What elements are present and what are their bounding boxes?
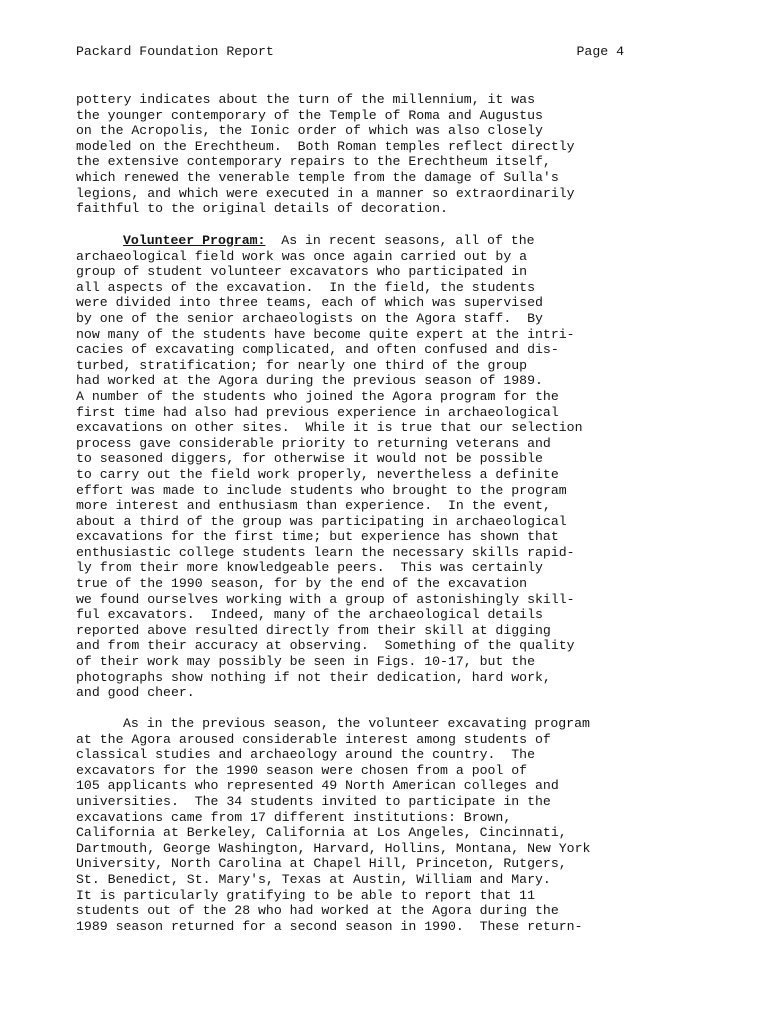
text-line: and from their accuracy at observing. Something of the quality: [76, 638, 575, 654]
report-title: Packard Foundation Report: [76, 44, 274, 59]
text-line: on the Acropolis, the Ionic order of which was also closely: [76, 123, 543, 139]
text-line: excavators for the 1990 season were chosen from a pool of: [76, 762, 528, 778]
text-line: process gave considerable priority to returning veterans and: [76, 435, 551, 451]
text-line: classical studies and archaeology around the country. The: [76, 747, 535, 763]
section-heading: Volunteer Program:: [123, 233, 266, 248]
text-line: 1989 season returned for a second season in 1990. These return-: [76, 918, 583, 934]
text-segment: As in recent seasons, all of the: [265, 233, 535, 248]
paragraph-temple: [76, 92, 716, 217]
text-line: group of student volunteer excavators who participated in: [76, 264, 528, 280]
text-line: and good cheer.: [76, 685, 195, 701]
text-line: true of the 1990 season, for by the end of the excavation: [76, 576, 528, 592]
text-line: at the Agora aroused considerable interest among students of: [76, 731, 551, 747]
text-line: archaeological field work was once again carried out by a: [76, 248, 528, 264]
text-line: all aspects of the excavation. In the field, the students: [76, 279, 535, 295]
text-line: more interest and enthusiasm than experience. In the event,: [76, 498, 551, 514]
paragraph-volunteer-program: [76, 233, 716, 701]
text-line: first time had also had previous experience in archaeological: [76, 404, 559, 420]
text-line: [76, 716, 716, 732]
text-line: A number of the students who joined the Agora program for the: [76, 388, 559, 404]
page-number: Page 4: [576, 44, 624, 59]
text-line: [76, 233, 716, 249]
text-line: excavations came from 17 different institutions: Brown,: [76, 809, 512, 825]
text-line: ly from their more knowledgeable peers. This was certainly: [76, 560, 543, 576]
text-line: reported above resulted directly from their skill at digging: [76, 622, 551, 638]
paragraph-applicants: [76, 716, 716, 934]
text-line: University, North Carolina at Chapel Hill, Princeton, Rutgers,: [76, 856, 567, 872]
text-line: to seasoned diggers, for otherwise it would not be possible: [76, 451, 543, 467]
text-line: had worked at the Agora during the previous season of 1989.: [76, 373, 543, 389]
text-line: pottery indicates about the turn of the millennium, it was: [76, 92, 535, 107]
text-line: St. Benedict, St. Mary's, Texas at Austin, William and Mary.: [76, 871, 551, 887]
text-line: cacies of excavating complicated, and often confused and dis-: [76, 342, 559, 358]
text-line: by one of the senior archaeologists on the Agora staff. By: [76, 310, 543, 326]
text-line: which renewed the venerable temple from the damage of Sulla's: [76, 169, 559, 185]
text-line: the younger contemporary of the Temple of Roma and Augustus: [76, 107, 543, 123]
text-line: to carry out the field work properly, nevertheless a definite: [76, 466, 559, 482]
text-line: universities. The 34 students invited to participate in the: [76, 793, 551, 809]
text-line: were divided into three teams, each of which was supervised: [76, 295, 543, 311]
text-line: the extensive contemporary repairs to the Erechtheum itself,: [76, 154, 551, 170]
text-line: ful excavators. Indeed, many of the archaeological details: [76, 607, 543, 623]
text-segment: As in the previous season, the volunteer excavating program: [123, 716, 590, 731]
text-line: 105 applicants who represented 49 North American colleges and: [76, 778, 559, 794]
text-line: modeled on the Erechtheum. Both Roman temples reflect directly: [76, 138, 575, 154]
text-line: It is particularly gratifying to be able to report that 11: [76, 887, 535, 903]
text-line: excavations on other sites. While it is true that our selection: [76, 420, 583, 436]
text-line: turbed, stratification; for nearly one third of the group: [76, 357, 528, 373]
text-line: faithful to the original details of decoration.: [76, 201, 448, 217]
text-line: now many of the students have become quite expert at the intri-: [76, 326, 575, 342]
text-line: we found ourselves working with a group of astonishingly skill-: [76, 591, 575, 607]
text-line: Dartmouth, George Washington, Harvard, Hollins, Montana, New York: [76, 840, 591, 856]
text-line: excavations for the first time; but experience has shown that: [76, 529, 559, 545]
text-line: students out of the 28 who had worked at the Agora during the: [76, 903, 559, 919]
text-line: of their work may possibly be seen in Figs. 10-17, but the: [76, 654, 535, 670]
text-line: enthusiastic college students learn the necessary skills rapid-: [76, 544, 575, 560]
text-line: photographs show nothing if not their dedication, hard work,: [76, 669, 551, 685]
text-line: legions, and which were executed in a manner so extraordinarily: [76, 185, 575, 201]
text-line: about a third of the group was participating in archaeological: [76, 513, 567, 529]
text-line: effort was made to include students who brought to the program: [76, 482, 567, 498]
text-line: California at Berkeley, California at Los Angeles, Cincinnati,: [76, 825, 567, 841]
page-header: [76, 44, 624, 60]
